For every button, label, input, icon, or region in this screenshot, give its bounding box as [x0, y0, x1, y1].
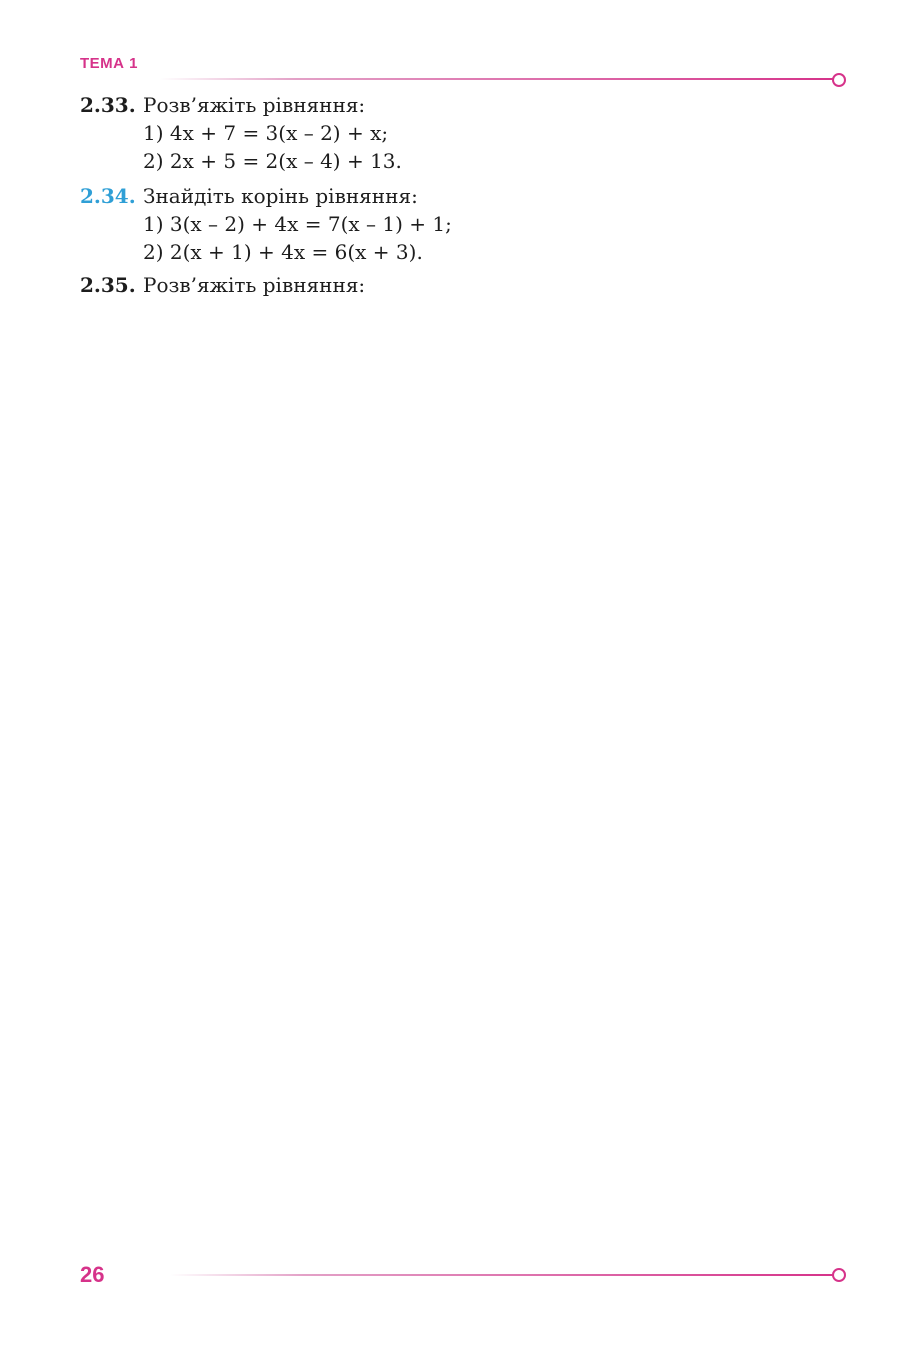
problem-2-35-number: 2.35.	[80, 273, 136, 297]
problem-2-34-item-2: 2) 2(x + 1) + 4x = 6(x + 3).	[143, 240, 423, 264]
problem-2-34-prompt: Знайдіть корінь рівняння:	[143, 184, 418, 208]
footer-rule	[170, 1274, 836, 1276]
problem-2-35-prompt: Розв’яжіть рівняння:	[143, 273, 366, 297]
problem-2-33-prompt: Розв’яжіть рівняння:	[143, 93, 366, 117]
header-rule-dot	[832, 73, 846, 87]
problem-2-33-number: 2.33.	[80, 93, 136, 117]
problem-2-34-item-1: 1) 3(x – 2) + 4x = 7(x – 1) + 1;	[143, 212, 452, 236]
problem-2-33-item-2: 2) 2x + 5 = 2(x – 4) + 13.	[143, 149, 402, 173]
problem-2-34-number: 2.34.	[80, 184, 136, 208]
topic-label: ТЕМА 1	[80, 55, 139, 72]
page-number: 26	[80, 1262, 105, 1287]
problem-2-33-item-1: 1) 4x + 7 = 3(x – 2) + x;	[143, 121, 389, 145]
footer-rule-dot	[832, 1268, 846, 1282]
header-rule	[160, 78, 836, 80]
